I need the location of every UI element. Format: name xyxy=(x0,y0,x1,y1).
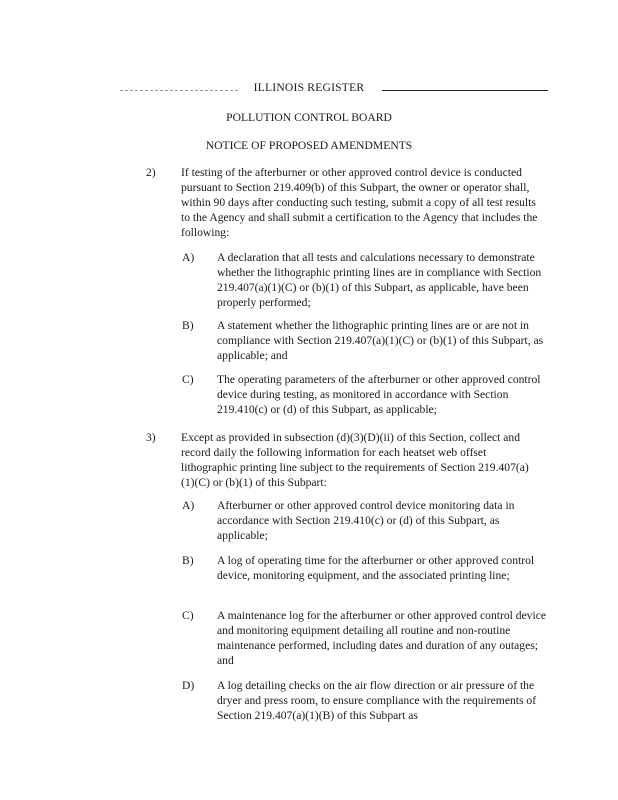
sub-item-text: A log detailing checks on the air flow direction or air pressure of the dryer and press room, to ensure compliance with the requirements of Section 219.407(a)(1)(B) of this Subpart as xyxy=(217,679,537,722)
header-rule xyxy=(120,80,550,94)
sub-item-letter: D) xyxy=(182,679,195,692)
sub-item-letter: B) xyxy=(182,319,194,332)
sub-item-text: A log of operating time for the afterburner or other approved control device, monitoring equipment, and the associated printing line; xyxy=(217,554,535,582)
sub-item-letter: C) xyxy=(182,373,194,386)
board-title: POLLUTION CONTROL BOARD xyxy=(226,111,392,124)
header-rule-right xyxy=(382,90,548,91)
sub-item-text: Afterburner or other approved control device monitoring data in accordance with Section 219.410(c) or (d) of this Subpart, as applicable; xyxy=(217,499,515,542)
sub-item-letter: A) xyxy=(182,499,195,512)
register-title: ILLINOIS REGISTER xyxy=(253,81,365,94)
sub-item-text: The operating parameters of the afterburner or other approved control device during testing, as monitored in accordance with Section 219.410(c) or (d) of this Subpart, as applicable; xyxy=(217,373,541,416)
item-text: Except as provided in subsection (d)(3)(D)(ii) of this Section, collect and record daily the following information for each heatset web offset lithographic printing line subject to the requirements of Section 219.407(a)(1)(C) or (b)(1) of this Subpart: xyxy=(181,431,529,489)
sub-item-letter: B) xyxy=(182,554,194,567)
sub-item-text: A statement whether the lithographic printing lines are or are not in compliance with Section 219.407(a)(1)(C) or (b)(1) of this Subpart, as applicable; and xyxy=(217,319,544,362)
item-number: 2) xyxy=(146,166,156,179)
sub-item-text: A maintenance log for the afterburner or other approved control device and monitoring equipment detailing all routine and non-routine maintenance performed, including dates and duration of any outages; and xyxy=(217,609,546,667)
header-rule-left xyxy=(120,90,238,91)
sub-item-letter: A) xyxy=(182,251,195,264)
sub-item-letter: C) xyxy=(182,609,194,622)
sub-item-text: A declaration that all tests and calculations necessary to demonstrate whether the lithographic printing lines are in compliance with Section 219.407(a)(1)(C) or (b)(1) of this Subpart, as applicable, have been properly performed; xyxy=(217,251,542,309)
notice-title: NOTICE OF PROPOSED AMENDMENTS xyxy=(205,139,413,152)
item-number: 3) xyxy=(146,431,156,444)
item-text: If testing of the afterburner or other approved control device is conducted pursuant to Section 219.409(b) of this Subpart, the owner or operator shall, within 90 days after conducting such testing, submit a copy of all test results to the Agency and shall submit a certification to the Agency that includes the following: xyxy=(181,166,538,239)
